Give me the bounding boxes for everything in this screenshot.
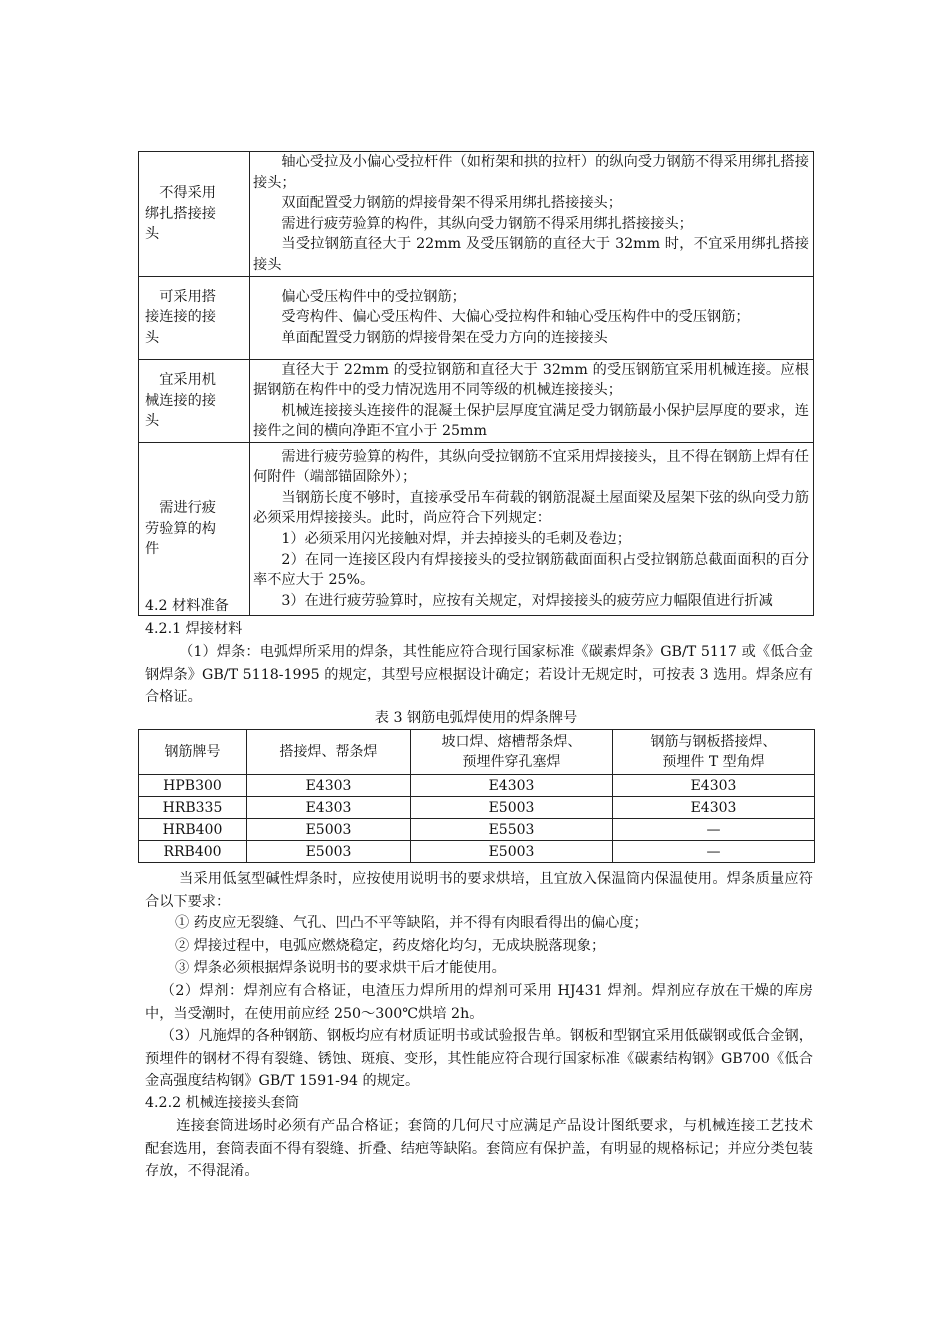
row-key: 宜采用机 械连接的接 头 (139, 359, 250, 442)
flux-paragraph: （2）焊剂：焊剂应有合格证，电渣压力焊所用的焊剂可采用 HJ431 焊剂。焊剂应存放在干燥的库房中，当受潮时，在使用前应经 250～300℃烘培 2h。 (145, 983, 813, 1022)
row-value: 轴心受拉及小偏心受拉杆件（如桁架和拱的拉杆）的纵向受力钢筋不得采用绑扎搭接接头； 双面配置受力钢筋的焊接骨架不得采用绑扎搭接接头； 需进行疲劳验算的构件，其纵向受力钢筋不得采用绑扎搭接接头； 当受拉钢筋直径大于 22mm 及受压钢筋的直径大于 32mm 时，不宜采用绑扎搭接接头 (250, 152, 814, 277)
sleeve-paragraph: 连接套筒进场时必须有产品合格证；套筒的几何尺寸应满足产品设计图纸要求，与机械连接工艺技术配套选用，套筒表面不得有裂缝、折叠、结疤等缺陷。套筒应有保护盖，有明显的规格标记；并应分类包装存放，不得混淆。 (145, 1118, 813, 1179)
column-header: 搭接焊、帮条焊 (247, 730, 411, 775)
table-row (139, 797, 815, 819)
table-row (139, 442, 814, 615)
row-key: 不得采用 绑扎搭接接 头 (139, 152, 250, 277)
table-row (139, 276, 814, 359)
table-cell: E5003 (411, 797, 613, 819)
list-item: ① 药皮应无裂缝、气孔、凹凸不平等缺陷，并不得有肉眼看得出的偏心度； (175, 915, 648, 931)
list-item: ③ 焊条必须根据焊条说明书的要求烘干后才能使用。 (175, 960, 506, 976)
row-value: 需进行疲劳验算的构件，其纵向受拉钢筋不宜采用焊接接头，且不得在钢筋上焊有任何附件（端部锚固除外）； 当钢筋长度不够时，直接承受吊车荷载的钢筋混凝土屋面梁及屋架下弦的纵向受力筋必须采用焊接接头。此时，尚应符合下列规定： 1）必须采用闪光接触对焊，并去掉接头的毛刺及卷边； 2）在同一连接区段内有焊接接头的受拉钢筋截面面积占受拉钢筋总截面面积的百分率不应大于 25%。 3）在进行疲劳验算时，应按有关规定，对焊接接头的疲劳应力幅限值进行折减 (250, 442, 814, 615)
table-cell: E4303 (247, 775, 411, 797)
table-cell: E5503 (411, 819, 613, 841)
list-item: ② 焊接过程中，电弧应燃烧稳定，药皮熔化均匀，无成块脱落现象； (175, 937, 606, 954)
row-value: 偏心受压构件中的受拉钢筋； 受弯构件、偏心受压构件、大偏心受拉构件和轴心受压构件中的受压钢筋； 单面配置受力钢筋的焊接骨架在受力方向的连接接头 (250, 276, 814, 359)
steel-paragraph: （3）凡施焊的各种钢筋、钢板均应有材质证明书或试验报告单。钢板和型钢宜采用低碳钢或低合金钢，预埋件的钢材不得有裂缝、锈蚀、斑痕、变形，其性能应符合现行国家标准《碳素结构钢》GB700《低合金高强度结构钢》GB/T 1591-94 的规定。 (145, 1028, 813, 1089)
table-cell: E4303 (613, 775, 815, 797)
row-key: 需进行疲 劳验算的构 件 (139, 442, 250, 615)
table-row (139, 152, 814, 277)
subsection-heading: 4.2.1 焊接材料 (145, 621, 243, 637)
table-cell: E5003 (411, 841, 613, 863)
section-heading: 4.2 材料准备 (145, 598, 229, 614)
quality-list (175, 912, 815, 980)
table-cell: E4303 (411, 775, 613, 797)
table-cell: E5003 (247, 819, 411, 841)
electrode-paragraph: （1）焊条：电弧焊所采用的焊条，其性能应符合现行国家标准《碳素焊条》GB/T 5117 或《低合金钢焊条》GB/T 5118-1995 的规定，其型号应根据设计确定；若设计无规定时，可按表 3 选用。焊条应有合格证。 (145, 644, 813, 705)
table-caption: 表 3 钢筋电弧焊使用的焊条牌号 (374, 710, 578, 726)
column-header: 钢筋与钢板搭接焊、 预埋件 T 型角焊 (613, 730, 815, 775)
row-value: 直径大于 22mm 的受拉钢筋和直径大于 32mm 的受压钢筋宜采用机械连接。应根据钢筋在构件中的受力情况选用不同等级的机械连接接头； 机械连接接头连接件的混凝土保护层厚度宜满足受力钢筋最小保护层厚度的要求，连接件之间的横向净距不宜小于 25mm (250, 359, 814, 442)
table-cell: HPB300 (139, 775, 247, 797)
table-cell: RRB400 (139, 841, 247, 863)
row-key: 可采用搭 接连接的接 头 (139, 276, 250, 359)
subsection-heading: 4.2.2 机械连接接头套筒 (145, 1095, 300, 1111)
table-header-row (139, 730, 815, 775)
column-header: 钢筋牌号 (139, 730, 247, 775)
electrode-table (138, 729, 815, 863)
table-cell: HRB400 (139, 819, 247, 841)
table-row (139, 775, 815, 797)
table-cell: — (613, 819, 815, 841)
table-cell: E5003 (247, 841, 411, 863)
table-cell: E4303 (613, 797, 815, 819)
table-row (139, 359, 814, 442)
table-cell: HRB335 (139, 797, 247, 819)
table-row (139, 841, 815, 863)
table-cell: E4303 (247, 797, 411, 819)
column-header: 坡口焊、熔槽帮条焊、 预埋件穿孔塞焊 (411, 730, 613, 775)
joint-requirements-table (138, 151, 814, 616)
table-row (139, 819, 815, 841)
table-cell: — (613, 841, 815, 863)
low-hydrogen-paragraph: 当采用低氢型碱性焊条时，应按使用说明书的要求烘培，且宜放入保温筒内保温使用。焊条质量应符合以下要求： (145, 871, 813, 910)
